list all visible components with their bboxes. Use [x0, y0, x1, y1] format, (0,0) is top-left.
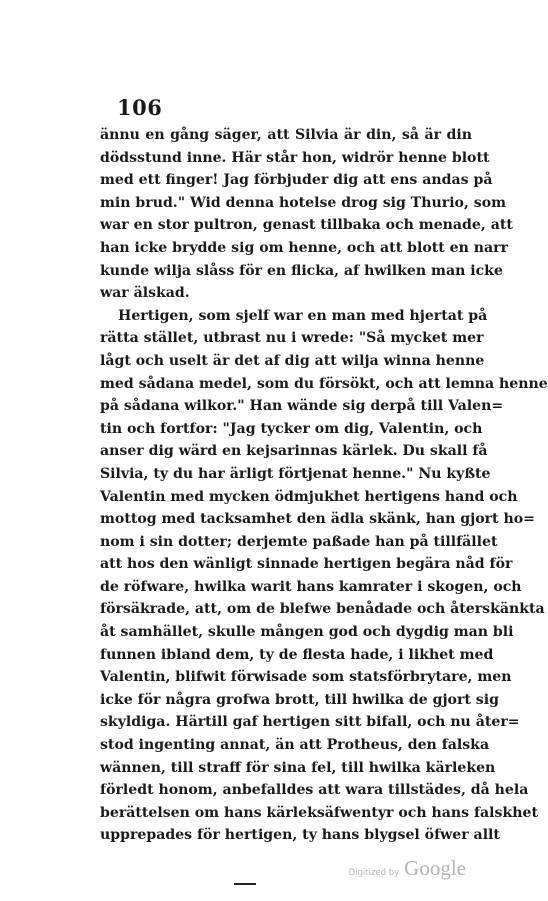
- text-line: med sådana medel, som du försökt, och att lemna henne: [100, 375, 548, 392]
- text-line: funnen ibland dem, ty de flesta hade, i likhet med: [100, 646, 494, 663]
- page-number: 106: [117, 95, 163, 120]
- text-line: med ett finger! Jag förbjuder dig att ens andas på: [100, 172, 493, 189]
- text-line: dödsstund inne. Här står hon, widrör henne blott: [100, 149, 490, 166]
- text-line: war en stor pultron, genast tillbaka och menade, att: [100, 217, 513, 234]
- text-line: icke för några grofwa brott, till hwilka de gjort sig: [100, 691, 499, 708]
- text-line: han icke brydde sig om henne, och att blott en narr: [100, 239, 508, 256]
- text-line: Hertigen, som sjelf war en man med hjertat på: [118, 307, 488, 324]
- text-line: stod ingenting annat, än att Protheus, den falska: [100, 737, 490, 754]
- text-line: tin och fortfor: "Jag tycker om dig, Valentin, och: [100, 420, 483, 437]
- text-line: min brud." Wid denna hotelse drog sig Thurio, som: [100, 194, 507, 211]
- text-line: de röfware, hwilka warit hans kamrater i skogen, och: [100, 578, 522, 595]
- text-line: war älskad.: [100, 285, 190, 302]
- footer-rule: [234, 883, 256, 885]
- text-line: upprepades för hertigen, ty hans blygsel öfwer allt: [100, 827, 500, 844]
- text-line: åt samhället, skulle mången god och dygdig man bli: [100, 624, 514, 641]
- text-line: på sådana wilkor." Han wände sig derpå till Valen=: [100, 398, 504, 415]
- text-line: att hos den wänligt sinnade hertigen begära nåd för: [100, 556, 513, 573]
- text-line: nom i sin dotter; derjemte paßade han på tillfället: [100, 533, 498, 550]
- text-line: kunde wilja slåss för en flicka, af hwilken man icke: [100, 262, 503, 279]
- text-line: Valentin med mycken ödmjukhet hertigens hand och: [100, 488, 518, 505]
- text-line: anser dig wärd en kejsarinnas kärlek. Du skall få: [100, 443, 488, 460]
- text-line: försäkrade, att, om de blefwe benådade och återskänkta: [100, 601, 545, 618]
- text-line: Valentin, blifwit förwisade som statsförbrytare, men: [100, 669, 512, 686]
- body-text: [100, 124, 548, 847]
- digitization-watermark: [328, 856, 466, 886]
- text-line: ännu en gång säger, att Silvia är din, så är din: [100, 127, 472, 143]
- text-line: Silvia, ty du har ärligt förtjenat henne." Nu kyßte: [100, 465, 491, 482]
- text-line: wännen, till straff för sina fel, till hwilka kärleken: [100, 759, 496, 776]
- text-line: rätta stället, utbrast nu i wrede: "Så mycket mer: [100, 330, 484, 347]
- text-line: förledt honom, anbefalldes att wara tillstädes, då hela: [100, 782, 529, 799]
- watermark-prefix: Digitized by: [348, 868, 400, 878]
- text-line: skyldiga. Härtill gaf hertigen sitt bifall, och nu åter=: [100, 714, 520, 731]
- text-line: lågt och uselt är det af dig att wilja winna henne: [100, 352, 485, 369]
- watermark-brand: Google: [404, 856, 466, 880]
- text-line: mottog med tacksamhet den ädla skänk, han gjort ho=: [100, 511, 535, 528]
- text-line: berättelsen om hans kärleksäfwentyr och hans falskhet: [100, 804, 538, 821]
